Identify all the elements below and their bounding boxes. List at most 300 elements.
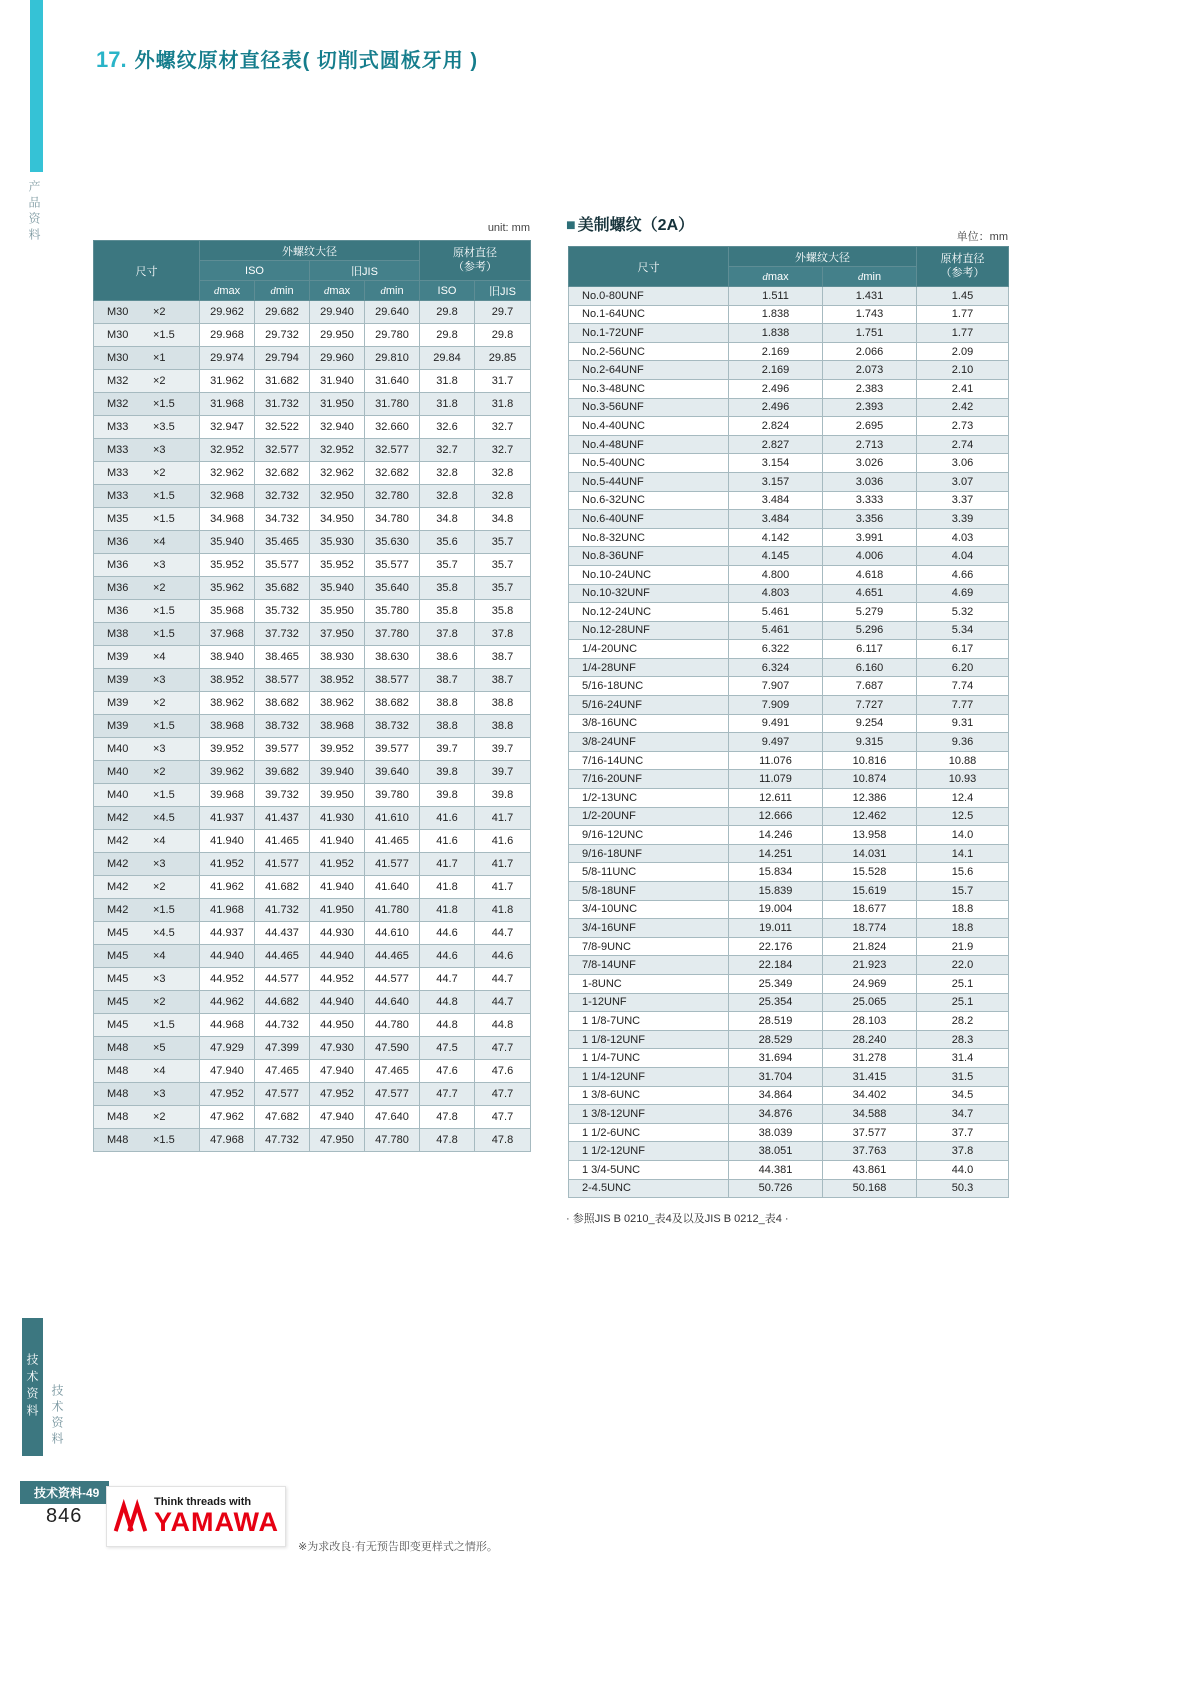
value-cell: 34.968 [200, 508, 255, 531]
value-cell: 47.7 [475, 1083, 531, 1106]
unc-col-header-raw-diameter [917, 247, 1009, 287]
thread-size: M36 [107, 605, 129, 617]
size-cell [94, 715, 200, 738]
thread-pitch: ×1.5 [153, 605, 175, 617]
value-cell: 29.960 [310, 347, 365, 370]
value-cell: 6.20 [917, 658, 1009, 677]
value-cell: 31.968 [200, 393, 255, 416]
unc-table-row [569, 1160, 1009, 1179]
value-cell: 2.393 [823, 398, 917, 417]
thread-size: M45 [107, 996, 129, 1008]
unc-unit-label: 单位：mm [956, 231, 1008, 243]
size-cell: No.2-64UNF [569, 361, 729, 380]
value-cell: 29.794 [255, 347, 310, 370]
size-cell [94, 393, 200, 416]
value-cell: 19.011 [729, 919, 823, 938]
size-cell: No.5-44UNF [569, 472, 729, 491]
value-cell: 7.74 [917, 677, 1009, 696]
section-title: 美制螺纹（2A） [577, 217, 695, 234]
size-cell: 5/16-18UNC [569, 677, 729, 696]
value-cell: 12.666 [729, 807, 823, 826]
unc-table-row [569, 1179, 1009, 1198]
value-cell: 32.6 [420, 416, 475, 439]
value-cell: 41.952 [200, 853, 255, 876]
value-cell: 13.958 [823, 826, 917, 845]
value-cell: 41.577 [365, 853, 420, 876]
value-cell: 47.940 [310, 1106, 365, 1129]
value-cell: 29.962 [200, 301, 255, 324]
value-cell: 44.968 [200, 1014, 255, 1037]
size-cell: 3/4-10UNC [569, 900, 729, 919]
value-cell: 14.251 [729, 844, 823, 863]
unc-table-row [569, 1086, 1009, 1105]
value-cell: 44.940 [310, 991, 365, 1014]
col-header-iso-dmin: dmin [255, 281, 310, 301]
value-cell: 34.8 [475, 508, 531, 531]
value-cell: 38.8 [420, 715, 475, 738]
value-cell: 44.682 [255, 991, 310, 1014]
value-cell: 39.732 [255, 784, 310, 807]
metric-table-row [94, 991, 531, 1014]
page-title [96, 44, 478, 73]
value-cell: 25.1 [917, 993, 1009, 1012]
unc-table-row [569, 714, 1009, 733]
thread-pitch: ×1.5 [153, 628, 175, 640]
value-cell: 14.1 [917, 844, 1009, 863]
unc-table-row [569, 305, 1009, 324]
value-cell: 41.780 [365, 899, 420, 922]
value-cell: 41.682 [255, 876, 310, 899]
unc-table-row [569, 882, 1009, 901]
value-cell: 38.962 [310, 692, 365, 715]
value-cell: 32.7 [475, 416, 531, 439]
value-cell: 11.079 [729, 770, 823, 789]
value-cell: 14.031 [823, 844, 917, 863]
value-cell: 3.036 [823, 472, 917, 491]
unc-table-body [569, 287, 1009, 1198]
thread-pitch: ×1.5 [153, 789, 175, 801]
value-cell: 12.462 [823, 807, 917, 826]
metric-table-row [94, 416, 531, 439]
thread-size: M45 [107, 973, 129, 985]
value-cell: 2.383 [823, 379, 917, 398]
size-cell [94, 646, 200, 669]
value-cell: 44.780 [365, 1014, 420, 1037]
value-cell: 15.6 [917, 863, 1009, 882]
value-cell: 21.923 [823, 956, 917, 975]
thread-size: M42 [107, 858, 129, 870]
size-cell [94, 1129, 200, 1152]
value-cell: 34.876 [729, 1105, 823, 1124]
thread-pitch: ×1.5 [153, 904, 175, 916]
value-cell: 2.496 [729, 379, 823, 398]
logo-text-block [154, 1496, 279, 1536]
thread-size: M39 [107, 674, 129, 686]
size-cell: 9/16-12UNC [569, 826, 729, 845]
value-cell: 6.324 [729, 658, 823, 677]
value-cell: 41.8 [475, 899, 531, 922]
value-cell: 38.732 [365, 715, 420, 738]
title-text: 外螺纹原材直径表( 切削式圆板牙用 ) [134, 50, 479, 72]
value-cell: 29.8 [420, 301, 475, 324]
value-cell: 2.824 [729, 417, 823, 436]
value-cell: 35.952 [310, 554, 365, 577]
value-cell: 44.950 [310, 1014, 365, 1037]
value-cell: 32.8 [475, 462, 531, 485]
sidebar-tab-label: 技术资料 [25, 1353, 39, 1421]
value-cell: 32.8 [420, 485, 475, 508]
size-cell: No.10-24UNC [569, 565, 729, 584]
value-cell: 3.026 [823, 454, 917, 473]
col-header-major-diameter: 外螺纹大径 [200, 241, 420, 261]
value-cell: 4.803 [729, 584, 823, 603]
value-cell: 12.5 [917, 807, 1009, 826]
unc-table-row [569, 807, 1009, 826]
value-cell: 5.34 [917, 621, 1009, 640]
value-cell: 41.940 [200, 830, 255, 853]
thread-pitch: ×1 [153, 352, 166, 364]
value-cell: 9.36 [917, 733, 1009, 752]
value-cell: 35.968 [200, 600, 255, 623]
footer-section-tag: 技术资料-49 [20, 1481, 109, 1504]
size-cell [94, 738, 200, 761]
unc-table-row [569, 491, 1009, 510]
unc-table-row [569, 863, 1009, 882]
size-cell: 1 3/8-6UNC [569, 1086, 729, 1105]
value-cell: 38.051 [729, 1142, 823, 1161]
value-cell: 39.577 [365, 738, 420, 761]
thread-pitch: ×2 [153, 996, 166, 1008]
value-cell: 41.952 [310, 853, 365, 876]
size-cell [94, 370, 200, 393]
unc-table-row [569, 956, 1009, 975]
unc-table-row [569, 398, 1009, 417]
value-cell: 24.969 [823, 974, 917, 993]
metric-table-row [94, 899, 531, 922]
value-cell: 32.682 [255, 462, 310, 485]
value-cell: 41.465 [365, 830, 420, 853]
thread-size: M39 [107, 651, 129, 663]
value-cell: 44.8 [420, 1014, 475, 1037]
raw-header-line1: 原材直径 [453, 246, 497, 259]
value-cell: 31.682 [255, 370, 310, 393]
size-cell: No.4-48UNF [569, 435, 729, 454]
value-cell: 35.7 [475, 554, 531, 577]
value-cell: 32.962 [310, 462, 365, 485]
value-cell: 2.713 [823, 435, 917, 454]
value-cell: 37.780 [365, 623, 420, 646]
size-cell: No.10-32UNF [569, 584, 729, 603]
col-header-raw-jis: 旧JIS [475, 281, 531, 301]
value-cell: 47.8 [475, 1129, 531, 1152]
unc-table-row [569, 751, 1009, 770]
value-cell: 44.640 [365, 991, 420, 1014]
value-cell: 28.3 [917, 1030, 1009, 1049]
metric-table-row [94, 370, 531, 393]
value-cell: 44.7 [420, 968, 475, 991]
value-cell: 41.7 [475, 853, 531, 876]
value-cell: 47.465 [255, 1060, 310, 1083]
size-cell [94, 439, 200, 462]
size-cell: 1 1/4-12UNF [569, 1067, 729, 1086]
value-cell: 44.381 [729, 1160, 823, 1179]
size-cell: 1-8UNC [569, 974, 729, 993]
size-cell [94, 922, 200, 945]
value-cell: 31.5 [917, 1067, 1009, 1086]
metric-table-row [94, 1014, 531, 1037]
thread-size: M36 [107, 559, 129, 571]
value-cell: 44.930 [310, 922, 365, 945]
value-cell: 47.399 [255, 1037, 310, 1060]
value-cell: 44.610 [365, 922, 420, 945]
value-cell: 3.157 [729, 472, 823, 491]
value-cell: 7.909 [729, 696, 823, 715]
value-cell: 10.816 [823, 751, 917, 770]
metric-table-row [94, 968, 531, 991]
value-cell: 14.0 [917, 826, 1009, 845]
value-cell: 39.950 [310, 784, 365, 807]
size-cell: 5/16-24UNF [569, 696, 729, 715]
value-cell: 39.780 [365, 784, 420, 807]
value-cell: 6.17 [917, 640, 1009, 659]
value-cell: 12.386 [823, 789, 917, 808]
metric-table-row [94, 324, 531, 347]
value-cell: 38.952 [310, 669, 365, 692]
size-cell: 7/16-14UNC [569, 751, 729, 770]
size-cell: No.3-56UNF [569, 398, 729, 417]
value-cell: 35.465 [255, 531, 310, 554]
value-cell: 35.8 [475, 600, 531, 623]
value-cell: 29.85 [475, 347, 531, 370]
value-cell: 32.968 [200, 485, 255, 508]
metric-thread-table [93, 240, 531, 1152]
value-cell: 34.732 [255, 508, 310, 531]
value-cell: 41.437 [255, 807, 310, 830]
value-cell: 38.7 [475, 646, 531, 669]
size-cell: 1 1/8-7UNC [569, 1012, 729, 1031]
value-cell: 32.522 [255, 416, 310, 439]
value-cell: 34.5 [917, 1086, 1009, 1105]
size-cell: No.12-28UNF [569, 621, 729, 640]
size-cell [94, 347, 200, 370]
value-cell: 37.577 [823, 1123, 917, 1142]
metric-table-row [94, 485, 531, 508]
value-cell: 35.940 [200, 531, 255, 554]
value-cell: 12.4 [917, 789, 1009, 808]
value-cell: 12.611 [729, 789, 823, 808]
thread-pitch: ×1.5 [153, 513, 175, 525]
col-header-raw-diameter [420, 241, 531, 281]
value-cell: 37.950 [310, 623, 365, 646]
value-cell: 41.930 [310, 807, 365, 830]
value-cell: 47.590 [365, 1037, 420, 1060]
value-cell: 44.962 [200, 991, 255, 1014]
value-cell: 3.484 [729, 491, 823, 510]
value-cell: 2.169 [729, 361, 823, 380]
value-cell: 22.176 [729, 937, 823, 956]
value-cell: 25.349 [729, 974, 823, 993]
size-cell: 1/4-28UNF [569, 658, 729, 677]
size-cell: 3/8-24UNF [569, 733, 729, 752]
unc-table-row [569, 435, 1009, 454]
value-cell: 1.838 [729, 305, 823, 324]
value-cell: 44.6 [475, 945, 531, 968]
value-cell: 2.74 [917, 435, 1009, 454]
unc-raw-header-line2: （参考） [940, 266, 985, 279]
unc-table-row [569, 677, 1009, 696]
value-cell: 47.577 [255, 1083, 310, 1106]
size-cell [94, 1014, 200, 1037]
value-cell: 44.952 [310, 968, 365, 991]
value-cell: 4.800 [729, 565, 823, 584]
value-cell: 38.732 [255, 715, 310, 738]
unc-table-row [569, 937, 1009, 956]
value-cell: 47.968 [200, 1129, 255, 1152]
value-cell: 15.7 [917, 882, 1009, 901]
value-cell: 47.6 [420, 1060, 475, 1083]
logo-tagline: Think threads with [153, 1496, 252, 1509]
value-cell: 29.8 [420, 324, 475, 347]
unc-table-row [569, 472, 1009, 491]
size-cell: 1 3/8-12UNF [569, 1105, 729, 1124]
size-cell [94, 784, 200, 807]
value-cell: 4.145 [729, 547, 823, 566]
size-cell: 7/8-14UNF [569, 956, 729, 975]
jis-reference-footnote: · 参照JIS B 0210_表4及以及JIS B 0212_表4 · [566, 1213, 789, 1225]
thread-size: M48 [107, 1134, 129, 1146]
value-cell: 39.940 [310, 761, 365, 784]
value-cell: 9.315 [823, 733, 917, 752]
size-cell [94, 416, 200, 439]
unc-table-row [569, 454, 1009, 473]
unc-table-row [569, 417, 1009, 436]
value-cell: 7.687 [823, 677, 917, 696]
metric-table-row [94, 830, 531, 853]
unc-table-row [569, 1049, 1009, 1068]
thread-size: M32 [107, 398, 129, 410]
thread-size: M40 [107, 789, 129, 801]
metric-table-row [94, 531, 531, 554]
value-cell: 6.160 [823, 658, 917, 677]
page-number: 846 [46, 1505, 83, 1527]
size-cell: No.8-32UNC [569, 528, 729, 547]
thread-pitch: ×1.5 [153, 490, 175, 502]
value-cell: 34.864 [729, 1086, 823, 1105]
thread-pitch: ×2 [153, 306, 166, 318]
value-cell: 9.491 [729, 714, 823, 733]
value-cell: 38.682 [255, 692, 310, 715]
size-cell [94, 991, 200, 1014]
value-cell: 47.732 [255, 1129, 310, 1152]
value-cell: 32.682 [365, 462, 420, 485]
value-cell: 11.076 [729, 751, 823, 770]
value-cell: 41.6 [420, 830, 475, 853]
logo-name: YAMAWA [153, 1507, 279, 1538]
value-cell: 3.356 [823, 510, 917, 529]
metric-table-row [94, 1037, 531, 1060]
value-cell: 3.07 [917, 472, 1009, 491]
value-cell: 50.726 [729, 1179, 823, 1198]
value-cell: 35.682 [255, 577, 310, 600]
col-header-iso-dmax: dmax [200, 281, 255, 301]
value-cell: 41.8 [420, 899, 475, 922]
value-cell: 41.6 [420, 807, 475, 830]
size-cell [94, 761, 200, 784]
thread-size: M40 [107, 743, 129, 755]
value-cell: 41.962 [200, 876, 255, 899]
size-cell: 1 3/4-5UNC [569, 1160, 729, 1179]
thread-pitch: ×3 [153, 444, 166, 456]
value-cell: 35.950 [310, 600, 365, 623]
thread-size: M36 [107, 582, 129, 594]
value-cell: 4.66 [917, 565, 1009, 584]
thread-pitch: ×3 [153, 559, 166, 571]
col-header-iso: ISO [200, 261, 310, 281]
value-cell: 44.577 [255, 968, 310, 991]
thread-size: M30 [107, 306, 129, 318]
size-cell: No.6-40UNF [569, 510, 729, 529]
thread-pitch: ×1.5 [153, 329, 175, 341]
value-cell: 35.577 [365, 554, 420, 577]
value-cell: 47.5 [420, 1037, 475, 1060]
value-cell: 47.962 [200, 1106, 255, 1129]
value-cell: 47.950 [310, 1129, 365, 1152]
metric-table-row [94, 945, 531, 968]
thread-pitch: ×4 [153, 835, 166, 847]
unc-table-row [569, 696, 1009, 715]
size-cell [94, 623, 200, 646]
size-cell [94, 301, 200, 324]
unc-table-row [569, 324, 1009, 343]
thread-pitch: ×4 [153, 950, 166, 962]
thread-pitch: ×1.5 [153, 1019, 175, 1031]
thread-pitch: ×1.5 [153, 1134, 175, 1146]
thread-pitch: ×4 [153, 651, 166, 663]
value-cell: 29.682 [255, 301, 310, 324]
metric-table-row [94, 577, 531, 600]
value-cell: 31.278 [823, 1049, 917, 1068]
size-cell: 7/16-20UNF [569, 770, 729, 789]
unc-col-header-dmax: dmax [729, 267, 823, 287]
sidebar-tab-technical-data [22, 1318, 43, 1456]
value-cell: 32.947 [200, 416, 255, 439]
value-cell: 35.640 [365, 577, 420, 600]
value-cell: 7.907 [729, 677, 823, 696]
thread-size: M48 [107, 1042, 129, 1054]
value-cell: 35.7 [475, 577, 531, 600]
size-cell [94, 807, 200, 830]
value-cell: 9.254 [823, 714, 917, 733]
value-cell: 2.827 [729, 435, 823, 454]
value-cell: 39.8 [475, 784, 531, 807]
value-cell: 44.6 [420, 922, 475, 945]
unc-table-row [569, 379, 1009, 398]
value-cell: 47.682 [255, 1106, 310, 1129]
size-cell: No.1-64UNC [569, 305, 729, 324]
metric-table-row [94, 715, 531, 738]
value-cell: 39.577 [255, 738, 310, 761]
value-cell: 32.8 [420, 462, 475, 485]
value-cell: 50.3 [917, 1179, 1009, 1198]
value-cell: 38.630 [365, 646, 420, 669]
thread-size: M38 [107, 628, 129, 640]
value-cell: 37.763 [823, 1142, 917, 1161]
thread-size: M48 [107, 1088, 129, 1100]
value-cell: 1.838 [729, 324, 823, 343]
value-cell: 35.962 [200, 577, 255, 600]
unc-table-row [569, 789, 1009, 808]
value-cell: 7.77 [917, 696, 1009, 715]
